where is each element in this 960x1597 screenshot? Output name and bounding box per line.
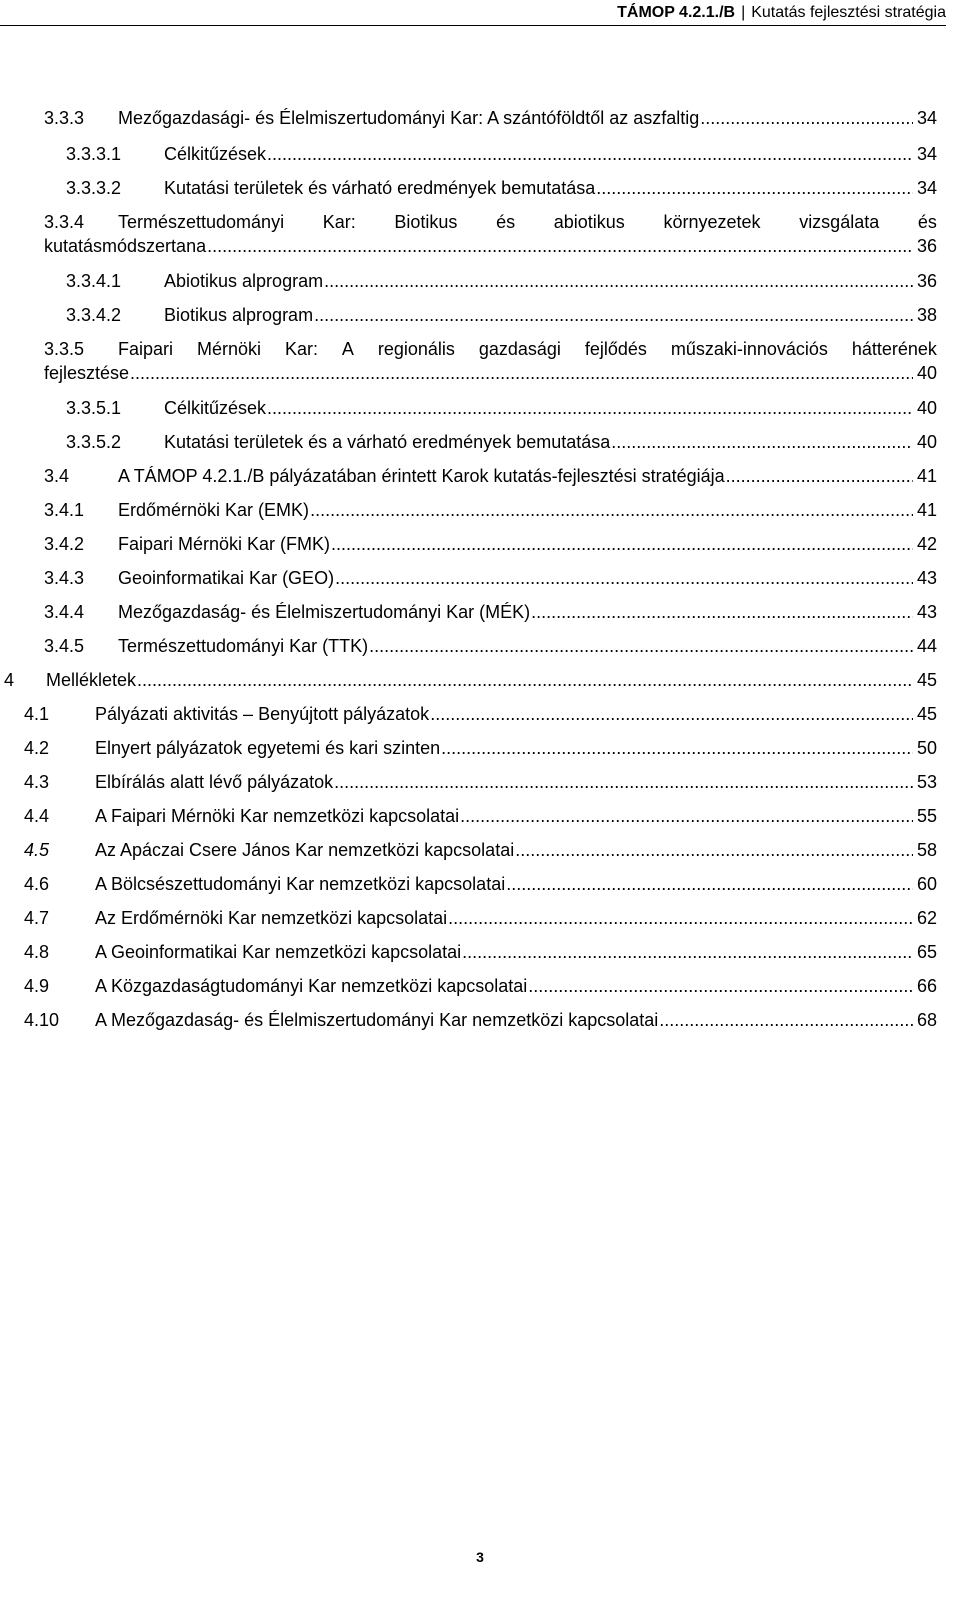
toc-number: 3.3.3 <box>44 108 85 128</box>
toc-title-word: regionális <box>377 339 455 359</box>
toc-entry[interactable] <box>66 431 937 453</box>
toc-title-word: Természettudományi <box>118 212 285 232</box>
toc-page: 45 <box>916 704 937 724</box>
toc-title-word: hátterének <box>851 339 937 359</box>
toc-title: Az Erdőmérnöki Kar nemzetközi kapcsolatai <box>95 908 448 928</box>
toc-title: Kutatási területek és várható eredmények bemutatása <box>164 178 596 198</box>
toc-number: 4.10 <box>24 1010 60 1030</box>
toc-entry[interactable] <box>44 338 937 384</box>
toc-page: 55 <box>916 806 937 826</box>
toc-leader <box>310 499 913 521</box>
toc-title-word: fejlődés <box>584 339 647 359</box>
page-number: 3 <box>476 1549 484 1565</box>
toc-title: Célkitűzések <box>164 144 267 164</box>
toc-page: 41 <box>916 466 937 486</box>
toc-page: 34 <box>916 178 937 198</box>
toc-title: A Geoinformatikai Kar nemzetközi kapcsolatai <box>95 942 462 962</box>
toc-title: A Bölcsészettudományi Kar nemzetközi kapcsolatai <box>95 874 506 894</box>
toc-title: Abiotikus alprogram <box>164 271 324 291</box>
toc-page: 45 <box>916 670 937 690</box>
toc-page: 68 <box>916 1010 937 1030</box>
header-separator: | <box>741 4 746 21</box>
toc-title-word: abiotikus <box>553 212 625 232</box>
toc-leader <box>430 703 913 725</box>
toc-number: 4.7 <box>24 908 50 928</box>
toc-leader <box>331 533 913 555</box>
toc-leader <box>700 107 913 129</box>
toc-entry[interactable] <box>44 211 937 257</box>
toc-title-word: és <box>496 212 516 232</box>
toc-title: Mellékletek <box>46 670 137 690</box>
toc-leader <box>334 771 913 793</box>
toc-title: Mezőgazdasági- és Élelmiszertudományi Kar: A szántóföldtől az aszfaltig <box>118 108 700 128</box>
toc-entry[interactable] <box>66 177 937 199</box>
toc-page: 43 <box>916 602 937 622</box>
toc-title: A Közgazdaságtudományi Kar nemzetközi kapcsolatai <box>95 976 528 996</box>
toc-leader <box>462 941 913 963</box>
toc-entry[interactable] <box>24 839 937 861</box>
toc-entry[interactable] <box>44 499 937 521</box>
toc-number: 3.4.1 <box>44 500 85 520</box>
toc-page: 34 <box>916 108 937 128</box>
toc-page: 43 <box>916 568 937 588</box>
toc-number: 4.8 <box>24 942 50 962</box>
toc-number: 3.3.5 <box>44 339 85 359</box>
toc-leader <box>369 635 913 657</box>
toc-number: 4.2 <box>24 738 50 758</box>
toc-leader <box>130 362 913 384</box>
running-header <box>617 4 946 22</box>
toc-title: Kutatási területek és a várható eredmények bemutatása <box>164 432 611 452</box>
toc-number: 3.3.4.1 <box>66 271 122 291</box>
toc-entry[interactable] <box>66 270 937 292</box>
toc-number: 4.1 <box>24 704 50 724</box>
toc-title: Biotikus alprogram <box>164 305 314 325</box>
toc-leader <box>137 669 913 691</box>
toc-title: Célkitűzések <box>164 398 267 418</box>
toc-title-word: környezetek <box>663 212 761 232</box>
toc-title-continuation: fejlesztése <box>44 363 130 383</box>
toc-page: 38 <box>916 305 937 325</box>
toc-page: 40 <box>916 363 937 383</box>
toc-leader <box>441 737 913 759</box>
toc-title: Elbírálás alatt lévő pályázatok <box>95 772 334 792</box>
toc-leader <box>460 805 913 827</box>
toc-title-word: A <box>341 339 354 359</box>
toc-page: 36 <box>916 271 937 291</box>
toc-title: A Mezőgazdaság- és Élelmiszertudományi Kar nemzetközi kapcsolatai <box>95 1010 659 1030</box>
toc-entry[interactable] <box>24 941 937 963</box>
toc-leader <box>726 465 913 487</box>
toc-leader <box>515 839 913 861</box>
toc-number: 3.4 <box>44 466 70 486</box>
toc-number: 4.3 <box>24 772 50 792</box>
toc-title-word: Mérnöki <box>196 339 261 359</box>
toc-title-continuation: kutatásmódszertana <box>44 236 207 256</box>
toc-entry[interactable] <box>24 805 937 827</box>
toc-number: 3.3.4.2 <box>66 305 122 325</box>
toc-number: 3.4.4 <box>44 602 85 622</box>
toc-title: Erdőmérnöki Kar (EMK) <box>118 500 310 520</box>
toc-number: 3.4.3 <box>44 568 85 588</box>
toc-entry[interactable] <box>44 601 937 623</box>
toc-number: 4.9 <box>24 976 50 996</box>
toc-title: Geoinformatikai Kar (GEO) <box>118 568 335 588</box>
toc-leader <box>267 397 913 419</box>
toc-title-word: gazdasági <box>478 339 561 359</box>
toc-entry[interactable] <box>66 143 937 165</box>
toc-leader <box>659 1009 913 1031</box>
toc-page: 42 <box>916 534 937 554</box>
toc-title: Az Apáczai Csere János Kar nemzetközi kapcsolatai <box>95 840 515 860</box>
toc-number: 4.6 <box>24 874 50 894</box>
toc-page: 44 <box>916 636 937 656</box>
toc-title: Elnyert pályázatok egyetemi és kari szinten <box>95 738 441 758</box>
toc-number: 3.4.2 <box>44 534 85 554</box>
toc-entry[interactable] <box>66 304 937 326</box>
toc-title-word: Faipari <box>118 339 174 359</box>
toc-number: 4.5 <box>24 840 50 860</box>
toc-number: 4 <box>4 670 15 690</box>
toc-number: 3.3.3.1 <box>66 144 122 164</box>
toc-page: 66 <box>916 976 937 996</box>
header-subtitle: Kutatás fejlesztési stratégia <box>751 4 946 21</box>
toc-entry[interactable] <box>24 873 937 895</box>
header-project: TÁMOP 4.2.1./B <box>617 4 736 21</box>
toc-title: Természettudományi Kar (TTK) <box>118 636 369 656</box>
toc-entry[interactable] <box>24 703 937 725</box>
toc-entry[interactable] <box>24 1009 937 1031</box>
toc-title: A TÁMOP 4.2.1./B pályázatában érintett Karok kutatás-fejlesztési stratégiája <box>118 466 725 486</box>
toc-leader <box>531 601 913 623</box>
toc-entry[interactable] <box>44 107 937 129</box>
toc-page: 60 <box>916 874 937 894</box>
toc-title-word: Kar: <box>284 339 318 359</box>
toc-entry[interactable] <box>24 737 937 759</box>
toc-page: 34 <box>916 144 937 164</box>
toc-page: 40 <box>916 432 937 452</box>
toc-title-word: műszaki-innovációs <box>670 339 828 359</box>
toc-leader <box>596 177 913 199</box>
toc-entry[interactable] <box>44 465 937 487</box>
toc-title-word: Biotikus <box>394 212 458 232</box>
toc-page: 65 <box>916 942 937 962</box>
toc-page: 36 <box>916 236 937 256</box>
toc-leader <box>611 431 913 453</box>
toc-leader <box>506 873 913 895</box>
toc-page: 40 <box>916 398 937 418</box>
toc-page: 50 <box>916 738 937 758</box>
toc-page: 62 <box>916 908 937 928</box>
toc-leader <box>528 975 913 997</box>
toc-title <box>118 211 937 233</box>
toc-entry[interactable] <box>24 907 937 929</box>
toc-number: 3.4.5 <box>44 636 85 656</box>
toc-leader <box>314 304 913 326</box>
toc-page: 53 <box>916 772 937 792</box>
toc-title-word: vizsgálata <box>799 212 880 232</box>
toc-page: 41 <box>916 500 937 520</box>
toc-page: 58 <box>916 840 937 860</box>
toc-number: 4.4 <box>24 806 50 826</box>
toc-entry[interactable] <box>24 975 937 997</box>
toc-leader <box>207 235 913 257</box>
toc-number: 3.3.4 <box>44 212 85 232</box>
toc-number: 3.3.3.2 <box>66 178 122 198</box>
toc-title-word: és <box>917 212 937 232</box>
toc-title: Pályázati aktivitás – Benyújtott pályázatok <box>95 704 430 724</box>
toc-entry[interactable] <box>4 669 937 691</box>
toc-entry[interactable] <box>66 397 937 419</box>
header-rule <box>0 25 946 26</box>
toc-entry[interactable] <box>44 533 937 555</box>
toc-title <box>118 338 937 360</box>
toc-leader <box>448 907 913 929</box>
toc-entry[interactable] <box>44 567 937 589</box>
toc-leader <box>335 567 913 589</box>
toc-title: Mezőgazdaság- és Élelmiszertudományi Kar (MÉK) <box>118 602 531 622</box>
toc-entry[interactable] <box>44 635 937 657</box>
toc-number: 3.3.5.2 <box>66 432 122 452</box>
toc-leader <box>267 143 913 165</box>
toc-entry[interactable] <box>24 771 937 793</box>
toc-title-word: Kar: <box>322 212 356 232</box>
toc-title: A Faipari Mérnöki Kar nemzetközi kapcsolatai <box>95 806 460 826</box>
toc-title: Faipari Mérnöki Kar (FMK) <box>118 534 331 554</box>
toc-leader <box>324 270 913 292</box>
toc-number: 3.3.5.1 <box>66 398 122 418</box>
